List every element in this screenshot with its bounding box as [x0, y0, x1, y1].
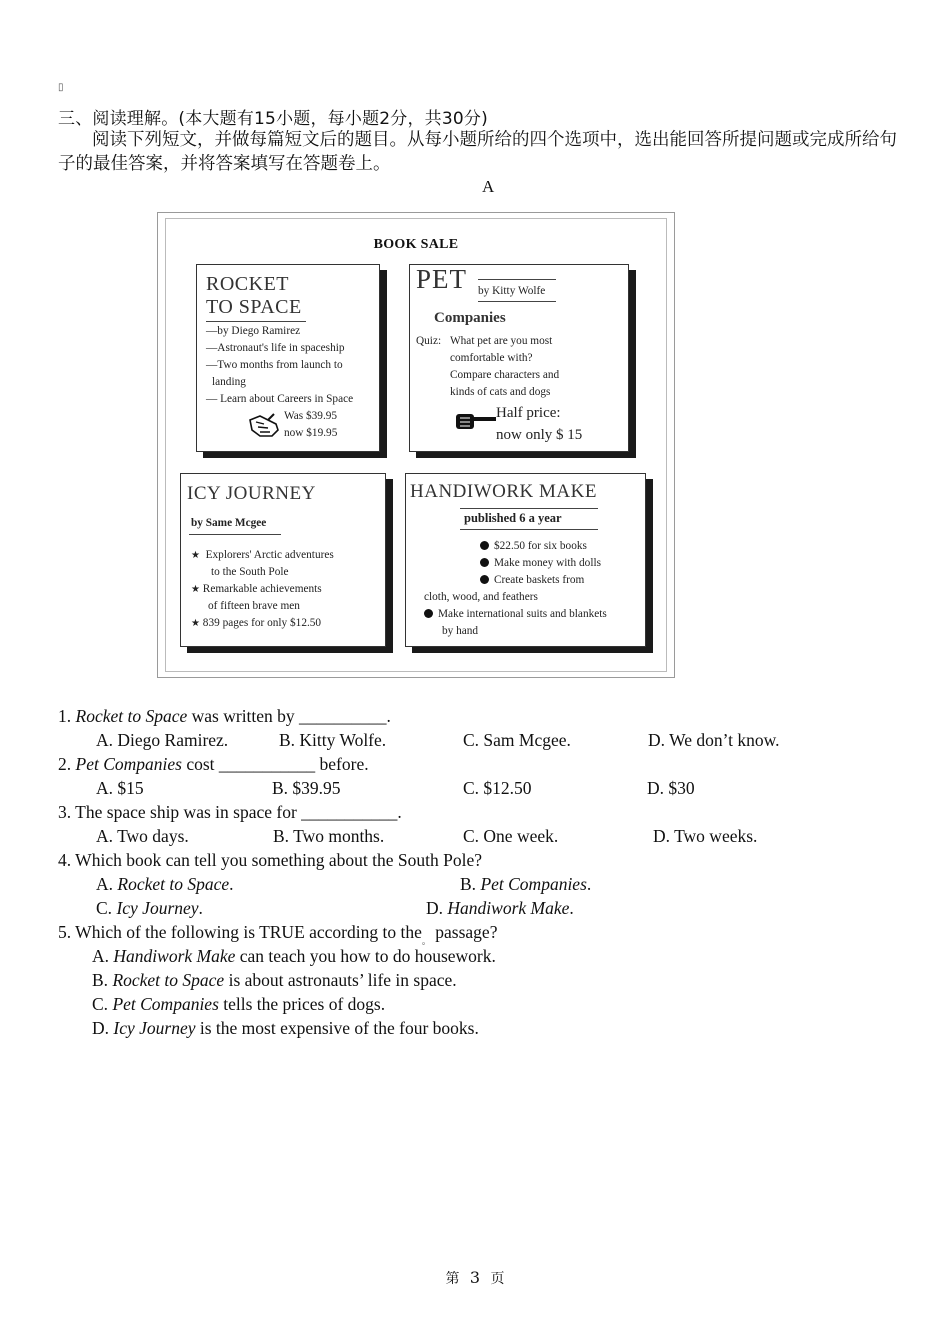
q3-option-c: C. One week. — [463, 826, 559, 846]
icy-rule — [189, 534, 281, 535]
handiwork-rule-top — [460, 508, 598, 509]
q5-option-d: D. Icy Journey is the most expensive of the four books. — [92, 1018, 479, 1038]
star-icon: ★ — [191, 618, 200, 629]
card-icy-journey — [180, 473, 386, 647]
pointing-finger-icon — [454, 409, 498, 433]
handiwork-item-3b: cloth, wood, and feathers — [424, 591, 538, 603]
q5-option-b: B. Rocket to Space is about astronauts’ life in space. — [92, 970, 457, 990]
rocket-rule — [206, 321, 306, 322]
bullet-icon — [480, 558, 489, 567]
rocket-item-2: —Two months from launch to — [206, 359, 343, 371]
handiwork-item-4b: by hand — [442, 625, 479, 637]
rocket-title-line1: ROCKET — [206, 273, 289, 295]
pet-quiz-label: Quiz: — [416, 335, 442, 347]
star-icon: ★ — [191, 550, 200, 561]
handiwork-item-1: $22.50 for six books — [494, 540, 587, 552]
icy-author: by Same Mcgee — [191, 517, 267, 529]
rocket-author: —by Diego Ramirez — [206, 325, 301, 337]
pet-quiz-line-2: comfortable with? — [450, 352, 533, 364]
passage-label: A — [482, 177, 495, 196]
q5-option-a: A. Handiwork Make can teach you how to do housework. — [92, 946, 496, 966]
question-2: 2. Pet Companies cost ___________ before. — [58, 754, 369, 774]
handiwork-subtitle: published 6 a year — [464, 511, 562, 525]
question-3: 3. The space ship was in space for ___________. — [58, 802, 402, 822]
q1-option-d: D. We don’t know. — [648, 730, 780, 750]
q1-option-c: C. Sam Mcgee. — [463, 730, 571, 750]
icy-item-1a: Explorers' Arctic adventures — [205, 549, 334, 561]
handiwork-item-4a: Make international suits and blankets — [438, 608, 607, 620]
page-footer — [0, 1268, 950, 1288]
card-pet-companies — [409, 264, 629, 452]
pet-now-price: now only $ 15 — [496, 427, 583, 443]
header-mark: ▯ — [58, 82, 64, 93]
card-handiwork-make — [405, 473, 646, 647]
pointing-hand-icon — [246, 410, 282, 440]
pet-rule-bottom — [478, 301, 556, 302]
page-number: 3 — [469, 1268, 481, 1287]
pet-quiz-line-4: kinds of cats and dogs — [450, 386, 551, 398]
instructions: 阅读下列短文，并做每篇短文后的题目。从每小题所给的四个选项中，选出能回答所提问题或完成所给句子的最佳答案，并将答案填写在答题卷上。 — [58, 130, 897, 174]
rocket-item-4: — Learn about Careers in Space — [206, 393, 354, 405]
q1-option-b: B. Kitty Wolfe. — [279, 730, 387, 750]
book-sale-ad — [157, 212, 675, 678]
q4-option-b: B. Pet Companies. — [460, 874, 592, 894]
q1-option-a: A. Diego Ramirez. — [96, 730, 229, 750]
bullet-icon — [480, 575, 489, 584]
q2-option-d: D. $30 — [647, 778, 695, 798]
star-icon: ★ — [191, 584, 200, 595]
pet-quiz-line-3: Compare characters and — [450, 369, 560, 381]
q4-option-c: C. Icy Journey. — [96, 898, 203, 918]
pet-subtitle: Companies — [434, 310, 506, 326]
card-rocket-to-space — [196, 264, 380, 452]
rocket-title-line2: TO SPACE — [206, 296, 302, 318]
rocket-was-price: Was $39.95 — [284, 410, 338, 422]
question-4: 4. Which book can tell you something about the South Pole? — [58, 850, 482, 870]
icy-item-2b: of fifteen brave men — [208, 600, 300, 612]
q3-option-d: D. Two weeks. — [653, 826, 758, 846]
q2-option-c: C. $12.50 — [463, 778, 532, 798]
q4-option-d: D. Handiwork Make. — [426, 898, 574, 918]
handiwork-item-3a: Create baskets from — [494, 574, 585, 586]
section-title: 三、阅读理解。(本大题有15小题，每小题2分，共30分) — [58, 109, 488, 129]
question-5: 5. Which of the following is TRUE according to the$_。$ passage? — [58, 922, 498, 946]
footer-suffix: 页 — [490, 1271, 505, 1287]
question-1-book-title: Rocket to Space — [75, 706, 188, 726]
bullet-icon — [424, 609, 433, 618]
rocket-now-price: now $19.95 — [284, 427, 338, 439]
pet-quiz-line-1: What pet are you most — [450, 335, 553, 347]
question-2-book-title: Pet Companies — [75, 754, 182, 774]
bullet-icon — [480, 541, 489, 550]
icy-item-2a: Remarkable achievements — [202, 583, 322, 595]
q2-option-a: A. $15 — [96, 778, 144, 798]
q3-option-b: B. Two months. — [273, 826, 385, 846]
icy-title: ICY JOURNEY — [187, 483, 316, 504]
q5-option-c: C. Pet Companies tells the prices of dogs. — [92, 994, 386, 1014]
footer-prefix: 第 — [445, 1271, 460, 1287]
q2-option-b: B. $39.95 — [272, 778, 341, 798]
stray-mark: 。 — [421, 936, 431, 946]
q3-option-a: A. Two days. — [96, 826, 189, 846]
pet-rule-top — [478, 279, 556, 280]
handiwork-title: HANDIWORK MAKE — [410, 481, 597, 502]
icy-item-3: 839 pages for only $12.50 — [202, 617, 322, 629]
pet-author: by Kitty Wolfe — [478, 285, 546, 297]
icy-item-1b: to the South Pole — [211, 566, 289, 578]
question-1: 1. Rocket to Space was written by __________. — [58, 706, 391, 726]
handiwork-item-2: Make money with dolls — [494, 557, 601, 569]
pet-half-price: Half price: — [496, 405, 561, 421]
pet-title: PET — [416, 264, 468, 294]
ad-title: BOOK SALE — [373, 237, 459, 252]
rocket-item-1: —Astronaut's life in spaceship — [206, 342, 345, 354]
rocket-item-3: landing — [212, 376, 246, 388]
q4-option-a: A. Rocket to Space. — [96, 874, 234, 894]
handiwork-rule-bottom — [460, 529, 598, 530]
